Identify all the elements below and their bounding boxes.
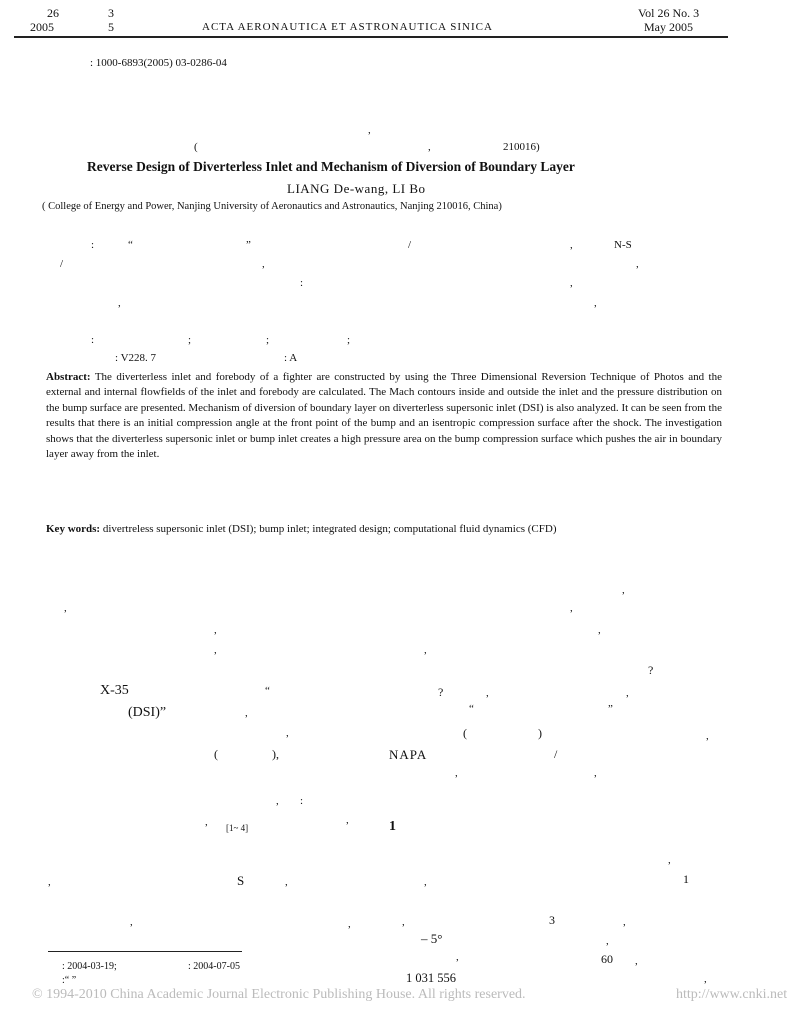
cn-abstract-frag: :: [300, 277, 304, 289]
footnote-comma: ,: [704, 973, 707, 985]
cn-abstract-frag: /: [408, 239, 412, 251]
abstract-en: [46, 370, 722, 462]
cnki-url[interactable]: http://www.cnki.net: [676, 987, 787, 1002]
body-frag: ,: [285, 876, 288, 888]
body-frag: ,: [424, 644, 427, 656]
body-frag: ,: [424, 876, 427, 888]
body-frag: ,: [48, 876, 51, 888]
aircraft-x35: X-35: [100, 683, 129, 698]
body-frag: (: [463, 726, 467, 740]
section-heading-number: 1: [389, 819, 396, 834]
body-frag: (: [214, 747, 218, 761]
header-volume-en: Vol 26 No. 3: [638, 6, 700, 20]
abstract-text: The diverterless inlet and forebody of a fighter are constructed by using the Three Dimensional Reversion Technique of Photos and the external and internal flowfields of the inlet and forebody are calculated. The Mach contours inside and outside the inlet and the pressure distribution on the bump surface are presented. Mechanism of diversion of boundary layer on diverterless supersonic inlet (DSI) is also analyzed. It can be seen from the results that there is an initial compression angle at the front point of the bump and an isentropic compression surface after the shock. The investigation shows that the diverterless supersonic inlet or bump inlet creates a high pressure area on the bump compression surface which pushes the air in boundary layer away from the inlet.: [46, 371, 722, 461]
cn-abstract-frag: “: [128, 239, 133, 251]
cn-keywords-frag: ;: [188, 334, 192, 346]
fund-number: 1 031 556: [406, 971, 456, 985]
cn-keywords-frag: :: [91, 334, 95, 346]
received-date: : 2004-03-19;: [62, 961, 117, 972]
header-month-cn: 5: [108, 20, 114, 34]
body-frag: “: [469, 703, 474, 715]
cn-abstract-frag: ,: [636, 258, 639, 270]
body-frag: ,: [214, 624, 217, 636]
reference-marker: [1~ 4]: [226, 823, 249, 833]
body-frag: ,: [245, 707, 248, 719]
body-frag: ,: [626, 687, 629, 699]
clc-number: : V228. 7: [115, 352, 157, 364]
body-frag: ”: [608, 703, 613, 715]
cn-abstract-frag: ,: [570, 277, 573, 289]
keywords-label: Key words:: [46, 523, 101, 535]
dsi-label: (DSI)”: [128, 705, 167, 720]
body-frag: ,: [286, 727, 289, 739]
document-code: : A: [284, 352, 298, 364]
body-frag: ,: [205, 816, 208, 828]
header-year-cn: 2005: [30, 20, 54, 34]
body-frag: ,: [606, 935, 609, 947]
body-frag: ,: [622, 584, 625, 596]
body-frag: ,: [64, 602, 67, 614]
keywords-en: [46, 522, 722, 537]
footnote-rule: [48, 951, 242, 952]
body-frag: ,: [570, 602, 573, 614]
body-frag: ,: [348, 918, 351, 930]
angle-value: – 5°: [421, 931, 443, 946]
body-frag: /: [554, 747, 558, 761]
body-frag: ,: [594, 767, 597, 779]
body-frag: ,: [706, 730, 709, 742]
body-frag: ,: [130, 916, 133, 928]
cn-keywords-frag: ;: [347, 334, 351, 346]
body-frag: ,: [635, 955, 638, 967]
revised-date: : 2004-07-05: [188, 961, 240, 972]
cn-abstract-frag: N-S: [614, 239, 632, 251]
header-number-cn: 3: [108, 6, 114, 20]
body-frag: ,: [402, 916, 405, 928]
body-frag: “: [265, 685, 270, 697]
body-frag: ,: [623, 916, 626, 928]
authors-en: LIANG De-wang, LI Bo: [287, 181, 426, 196]
cn-abstract-frag: :: [91, 239, 95, 251]
title-en: Reverse Design of Diverterless Inlet and Mechanism of Diversion of Boundary Layer: [87, 159, 575, 174]
body-frag: ,: [276, 795, 279, 807]
affil-comma: ,: [428, 141, 431, 153]
body-frag: ,: [346, 814, 349, 826]
header-rule: [14, 36, 728, 38]
body-frag: ,: [668, 854, 671, 866]
journal-name: ACTA AERONAUTICA ET ASTRONAUTICA SINICA: [202, 21, 493, 33]
author-comma: ,: [368, 124, 371, 136]
body-frag: 60: [601, 952, 613, 966]
body-frag: ),: [272, 747, 279, 761]
affil-open-paren: (: [194, 141, 198, 153]
body-frag: ,: [455, 767, 458, 779]
body-frag: ): [538, 726, 542, 740]
affil-zip: 210016): [503, 141, 540, 153]
cn-abstract-frag: ,: [594, 297, 597, 309]
cn-abstract-frag: /: [60, 258, 64, 270]
body-frag: ,: [598, 624, 601, 636]
header-date-en: May 2005: [644, 20, 693, 34]
copyright-footer: [32, 987, 787, 1003]
body-frag: 3: [549, 913, 555, 927]
cn-abstract-frag: ”: [246, 239, 251, 251]
abstract-label: Abstract:: [46, 371, 91, 383]
cn-abstract-frag: ,: [262, 258, 265, 270]
body-frag: ?: [648, 663, 654, 677]
body-frag: ,: [214, 644, 217, 656]
body-frag: ,: [486, 687, 489, 699]
cn-abstract-frag: ,: [118, 297, 121, 309]
cn-keywords-frag: ;: [266, 334, 270, 346]
napa-label: NAPA: [389, 747, 428, 762]
body-frag: ?: [438, 685, 444, 699]
header-volume-cn: 26: [47, 6, 59, 20]
copyright-text: © 1994-2010 China Academic Journal Electronic Publishing House. All rights reserved.: [32, 987, 526, 1002]
fund-label: :“ ”: [62, 975, 77, 986]
figure-number: 1: [683, 872, 689, 886]
article-number: : 1000-6893(2005) 03-0286-04: [90, 57, 227, 69]
body-frag: ,: [456, 951, 459, 963]
body-frag: S: [237, 873, 245, 888]
body-frag: :: [300, 795, 304, 807]
keywords-text: divertreless supersonic inlet (DSI); bump inlet; integrated design; computational fluid dynamics (CFD): [102, 523, 557, 535]
cn-abstract-frag: ,: [570, 239, 573, 251]
affiliation-en: ( College of Energy and Power, Nanjing University of Aeronautics and Astronautics, Nanjing 210016, China): [42, 201, 502, 212]
